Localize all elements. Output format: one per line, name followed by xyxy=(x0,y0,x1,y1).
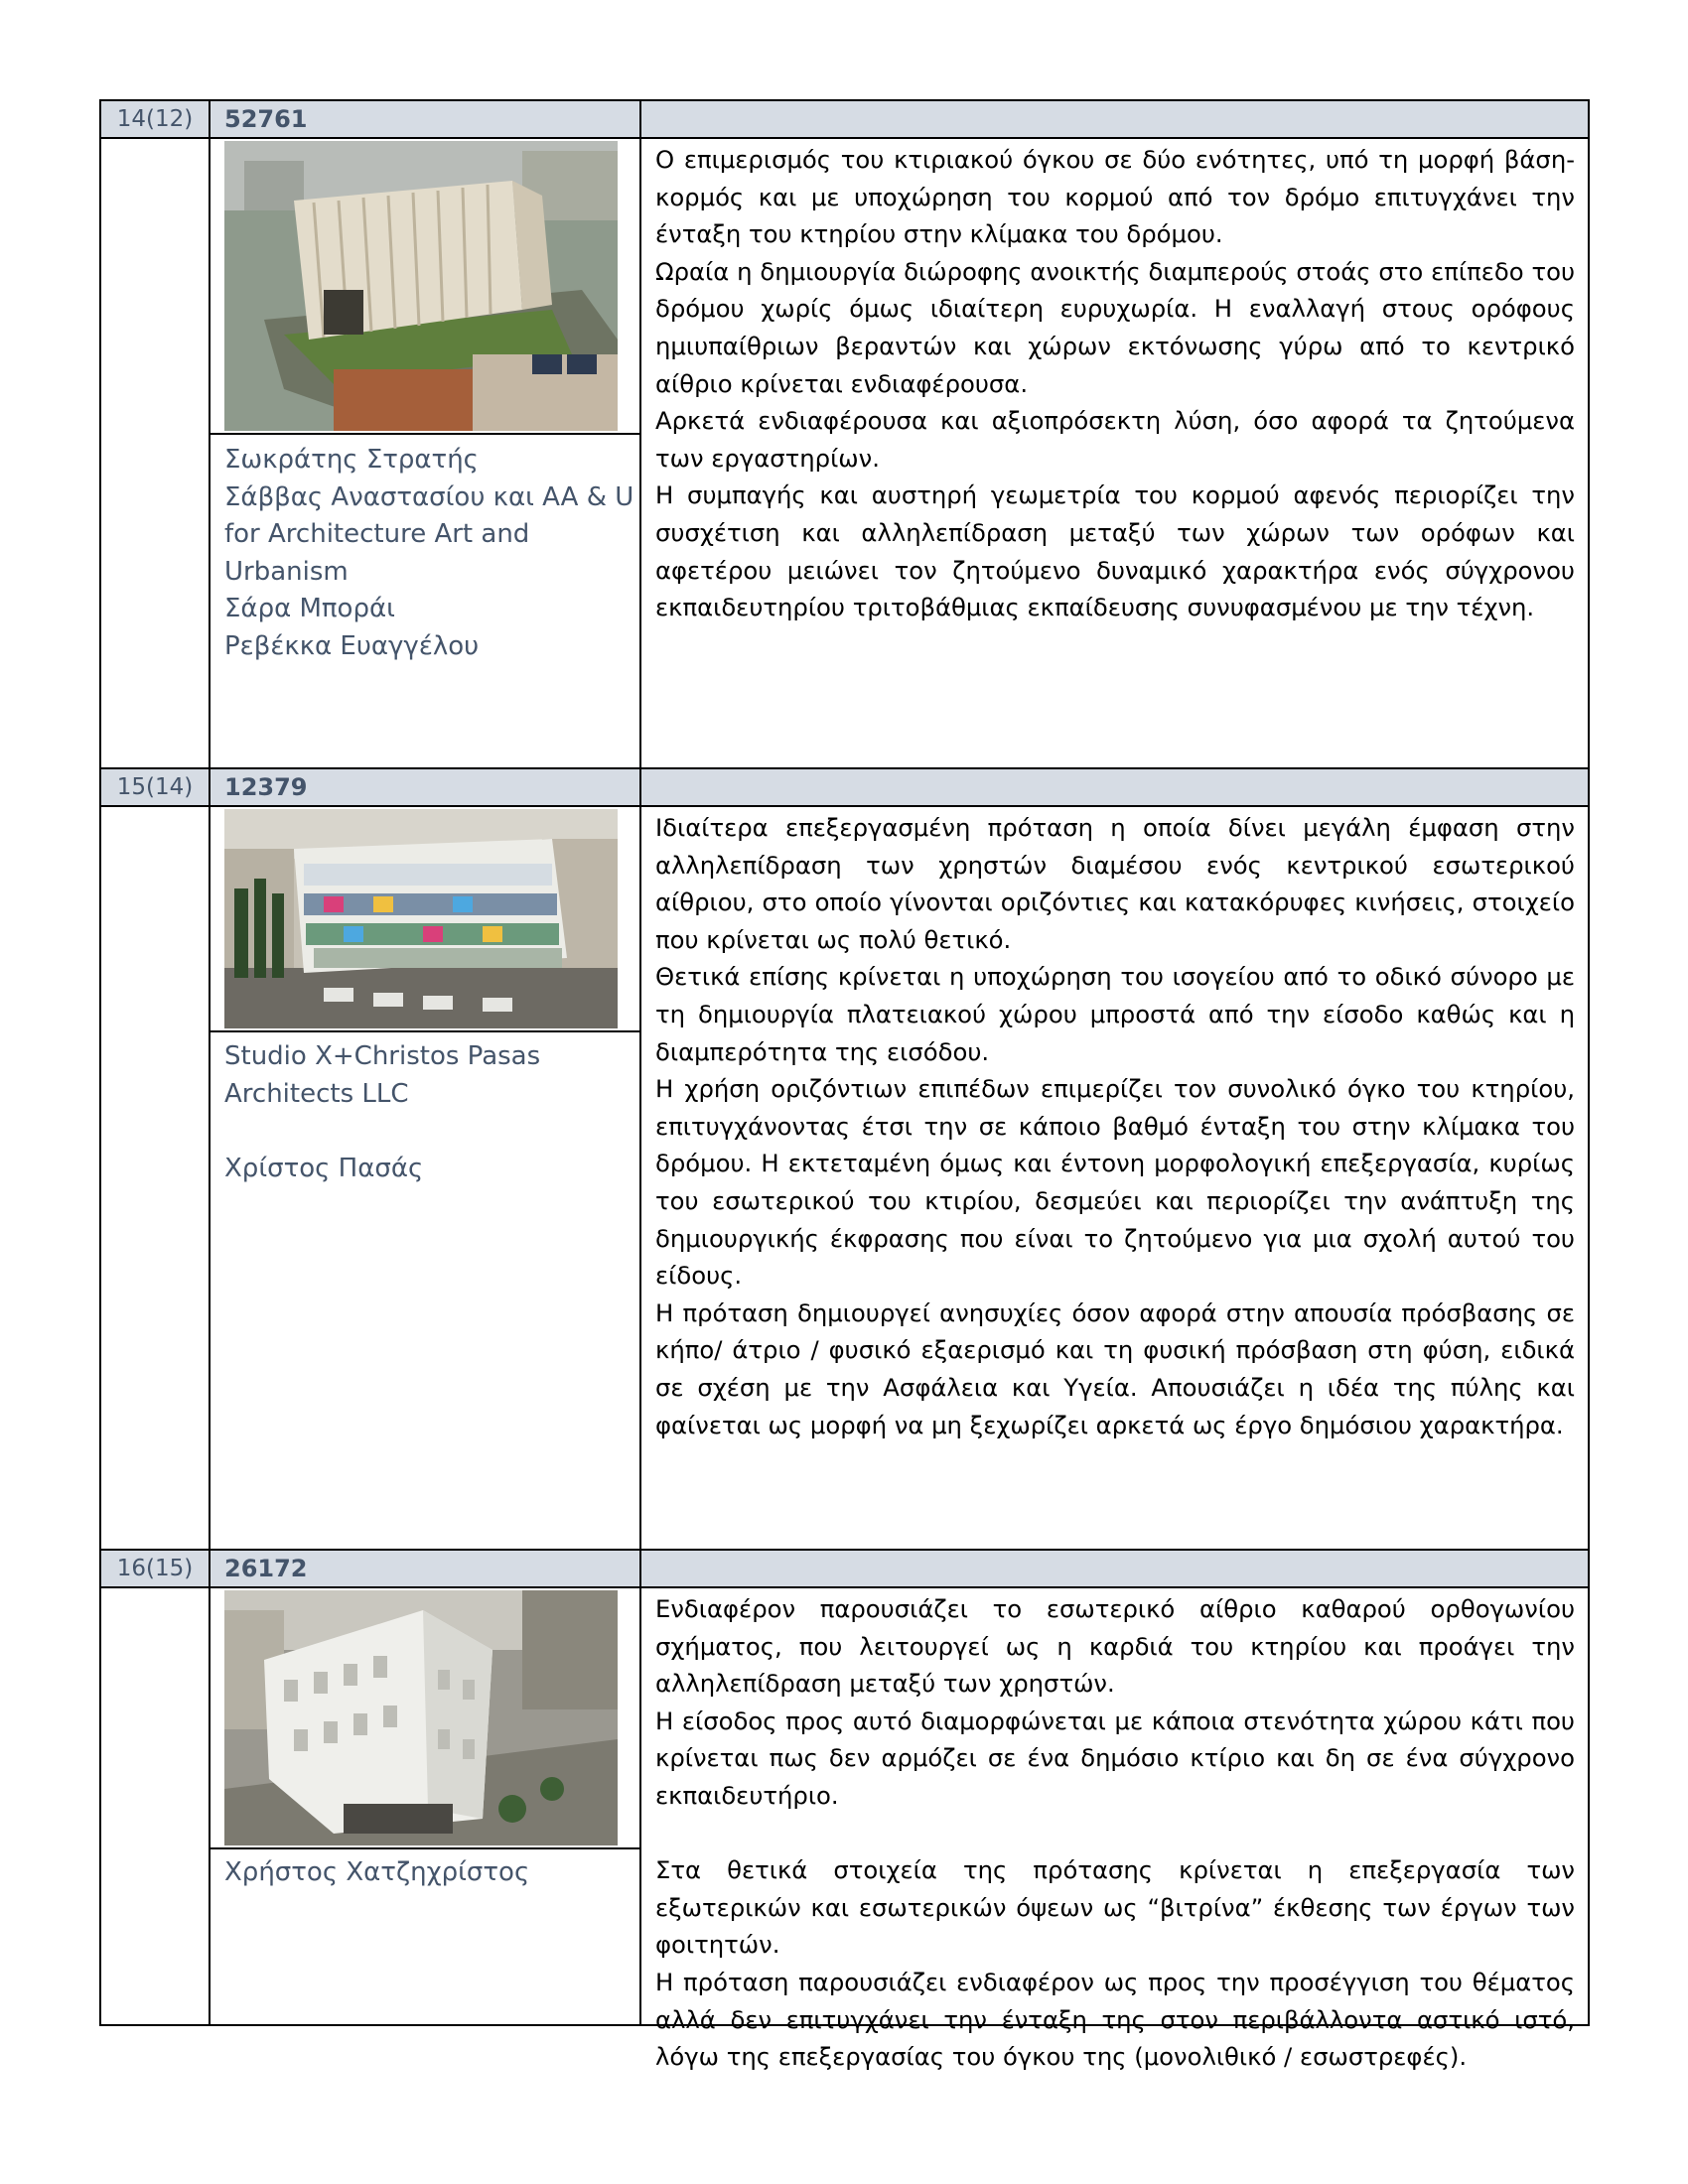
row-divider xyxy=(101,1549,1588,1551)
author-name: Σάρα Μποράι xyxy=(224,594,395,623)
column-divider xyxy=(209,101,211,2024)
row-divider xyxy=(101,1586,1588,1588)
author-name: for Architecture Art and xyxy=(224,519,530,549)
row-divider xyxy=(101,805,1588,807)
author-name: Χρίστος Πασάς xyxy=(224,1153,424,1183)
author-name xyxy=(224,1113,632,1151)
evaluation-paragraph: Θετικά επίσης κρίνεται η υποχώρηση του ισογείου από το οδικό σύνορο με τη δημιουργία πλατειακού χώρου μπροστά από την είσοδο καθώς και η διαμπερότητα της εισόδου. xyxy=(655,962,1575,1066)
evaluation-table xyxy=(99,99,1590,2072)
author-name: Architects LLC xyxy=(224,1078,409,1109)
building-rendering-image xyxy=(224,141,618,431)
evaluation-paragraph: Η πρόταση παρουσιάζει ενδιαφέρον ως προς την προσέγγιση του θέματος αλλά δεν επιτυγχάνει την ένταξη της στον περιβάλλοντα αστικό ιστό, λόγω της επεξεργασίας του όγκου της (μονολιθικό / εσωστρεφές). xyxy=(655,1967,1575,2072)
evaluation-paragraph: Η συμπαγής και αυστηρή γεωμετρία του κορμού αφενός περιορίζει την συσχέτιση και αλληλεπίδραση μεταξύ των χώρων των ορόφων και αφετέρου μειώνει τον ζητούμενο δυναμικό χαρακτήρα ενός σύγχρονου εκπαιδευτηρίου τριτοβάθμιας εκπαίδευσης συνυφασμένου με την τέχνη. xyxy=(655,480,1575,622)
entry-code: 12379 xyxy=(224,773,308,801)
evaluation-text xyxy=(655,141,1575,626)
building-rendering-image xyxy=(224,809,618,1028)
author-name: Χρήστος Χατζηχρίστος xyxy=(224,1857,530,1887)
evaluation-paragraph: Ιδιαίτερα επεξεργασμένη πρόταση η οποία δίνει μεγάλη έμφαση στην αλληλεπίδραση των χρηστών διαμέσου ενός κεντρικού εσωτερικού αίθριου, στο οποίο γίνονται οριζόντιες και κατακόρυφες κινήσεις, στοιχείο που κρίνεται ως πολύ θετικό. xyxy=(655,813,1575,954)
image-author-divider xyxy=(211,433,641,435)
column-divider xyxy=(639,101,641,2024)
entry-code: 52761 xyxy=(224,105,308,133)
entry-code: 26172 xyxy=(224,1555,308,1582)
author-list xyxy=(224,442,632,665)
entry-header-row xyxy=(101,1551,1588,1586)
entry-rank: 16(15) xyxy=(116,1556,194,1581)
building-rendering-image xyxy=(224,1590,618,1845)
author-name: Studio X+Christos Pasas xyxy=(224,1041,541,1071)
evaluation-paragraph: Η χρήση οριζόντιων επιπέδων επιμερίζει τον συνολικό όγκο του κτηρίου, επιτυγχάνοντας έτσι την σε κάποιο βαθμό ένταξη του στην κλίμακα του δρόμου. Η εκτεταμένη όμως και έντονη μορφολογική επεξεργασία, κυρίως του εσωτερικού του κτιρίου, δεσμεύει και περιορίζει την ανάπτυξη της δημιουργικής έκφρασης που είναι το ζητούμενο για μια σχολή αυτού του είδους. xyxy=(655,1074,1575,1291)
evaluation-paragraph: Ωραία η δημιουργία διώροφης ανοικτής διαμπερούς στοάς στο επίπεδο του δρόμου χωρίς όμως ιδιαίτερη ευρυχωρία. Η εναλλαγή στους ορόφους ημιυπαίθριων βεραντών και χώρων εκτόνωσης γύρω από το κεντρικό αίθριο κρίνεται ενδιαφέρουσα. xyxy=(655,256,1575,398)
row-divider xyxy=(101,137,1588,139)
evaluation-text xyxy=(655,1590,1575,2076)
author-list xyxy=(224,1038,632,1187)
image-author-divider xyxy=(211,1030,641,1032)
evaluation-paragraph: Αρκετά ενδιαφέρουσα και αξιοπρόσεκτη λύση, όσο αφορά τα ζητούμενα των εργαστηρίων. xyxy=(655,406,1575,473)
author-name: Σάββας Αναστασίου και AA & U xyxy=(224,481,634,512)
author-name: Σωκράτης Στρατής xyxy=(224,445,479,475)
entry-header-row xyxy=(101,769,1588,805)
author-name: Ρεβέκκα Ευαγγέλου xyxy=(224,630,480,661)
entry-rank: 14(12) xyxy=(116,106,194,132)
author-list xyxy=(224,1854,632,1892)
evaluation-text xyxy=(655,809,1575,1443)
author-name: Urbanism xyxy=(224,556,349,587)
entry-rank: 15(14) xyxy=(116,774,194,800)
entry-header-row xyxy=(101,101,1588,137)
row-divider xyxy=(101,767,1588,769)
evaluation-paragraph: Η είσοδος προς αυτό διαμορφώνεται με κάποια στενότητα χώρου κάτι που κρίνεται πως δεν αρμόζει σε ένα δημόσιο κτίριο και δη σε ένα σύγχρονο εκπαιδευτήριο. xyxy=(655,1706,1575,1810)
evaluation-paragraph: Στα θετικά στοιχεία της πρότασης κρίνεται η επεξεργασία των εξωτερικών και εσωτερικών όψεων ως “βιτρίνα” έκθεσης των έργων των φοιτητών. xyxy=(655,1855,1575,1960)
image-author-divider xyxy=(211,1847,641,1849)
evaluation-paragraph: Ενδιαφέρον παρουσιάζει το εσωτερικό αίθριο καθαρού ορθογωνίου σχήματος, που λειτουργεί ως η καρδιά του κτηρίου και προάγει την αλληλεπίδραση μεταξύ των χρηστών. xyxy=(655,1594,1575,1699)
evaluation-paragraph: Ο επιμερισμός του κτιριακού όγκου σε δύο ενότητες, υπό τη μορφή βάση-κορμός και με υποχώρηση του κορμού από τον δρόμο επιτυγχάνει την ένταξη του κτηρίου στην κλίμακα του δρόμου. xyxy=(655,145,1575,249)
evaluation-paragraph: Η πρόταση δημιουργεί ανησυχίες όσον αφορά στην απουσία πρόσβασης σε κήπο/ άτριο / φυσικό εξαερισμό και τη φυσική πρόσβαση στη φύση, ειδικά σε σχέση με την Ασφάλεια και Υγεία. Απουσιάζει η ιδέα της πύλης και φαίνεται ως μορφή να μη ξεχωρίζει αρκετά ως έργο δημόσιου χαρακτήρα. xyxy=(655,1297,1575,1439)
